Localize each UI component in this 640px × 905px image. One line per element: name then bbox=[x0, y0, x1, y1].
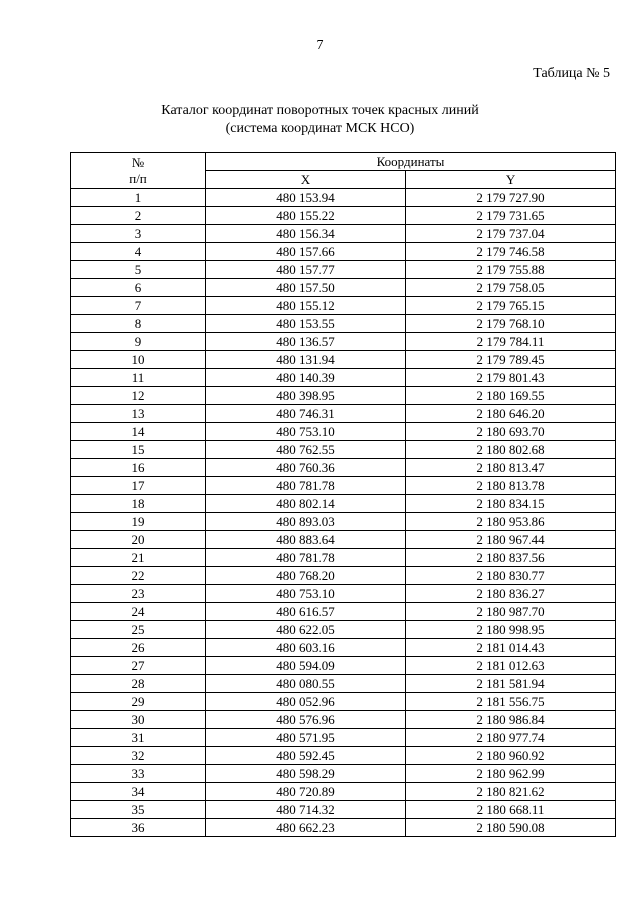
table-row bbox=[71, 459, 616, 477]
x-coordinate-cell: 480 598.29 bbox=[206, 765, 406, 783]
y-coordinate-cell: 2 179 768.10 bbox=[406, 315, 616, 333]
table-row bbox=[71, 693, 616, 711]
row-number-cell: 25 bbox=[71, 621, 206, 639]
x-coordinate-cell: 480 592.45 bbox=[206, 747, 406, 765]
x-coordinate-cell: 480 571.95 bbox=[206, 729, 406, 747]
row-number-cell: 29 bbox=[71, 693, 206, 711]
caption-line-2: (система координат МСК НСО) bbox=[225, 121, 415, 136]
x-coordinate-cell: 480 052.96 bbox=[206, 693, 406, 711]
table-row bbox=[71, 819, 616, 837]
header-row-1 bbox=[71, 153, 616, 171]
table-row bbox=[71, 513, 616, 531]
table-row bbox=[71, 657, 616, 675]
y-coordinate-cell: 2 179 755.88 bbox=[406, 261, 616, 279]
row-number-cell: 22 bbox=[71, 567, 206, 585]
table-row bbox=[71, 531, 616, 549]
table-row bbox=[71, 207, 616, 225]
y-coordinate-cell: 2 181 556.75 bbox=[406, 693, 616, 711]
y-coordinate-cell: 2 180 960.92 bbox=[406, 747, 616, 765]
table-row bbox=[71, 333, 616, 351]
y-coordinate-cell: 2 179 801.43 bbox=[406, 369, 616, 387]
x-coordinate-cell: 480 746.31 bbox=[206, 405, 406, 423]
table-row bbox=[71, 423, 616, 441]
table-row bbox=[71, 801, 616, 819]
y-coordinate-cell: 2 180 693.70 bbox=[406, 423, 616, 441]
row-number-cell: 20 bbox=[71, 531, 206, 549]
row-number-cell: 24 bbox=[71, 603, 206, 621]
row-number-cell: 36 bbox=[71, 819, 206, 837]
table-row bbox=[71, 297, 616, 315]
x-coordinate-cell: 480 576.96 bbox=[206, 711, 406, 729]
y-coordinate-cell: 2 180 987.70 bbox=[406, 603, 616, 621]
row-number-cell: 30 bbox=[71, 711, 206, 729]
table-row bbox=[71, 477, 616, 495]
x-coordinate-cell: 480 720.89 bbox=[206, 783, 406, 801]
y-coordinate-cell: 2 180 998.95 bbox=[406, 621, 616, 639]
row-number-cell: 16 bbox=[71, 459, 206, 477]
table-row bbox=[71, 495, 616, 513]
y-coordinate-cell: 2 179 746.58 bbox=[406, 243, 616, 261]
table-row bbox=[71, 783, 616, 801]
header-number bbox=[71, 153, 206, 189]
x-coordinate-cell: 480 622.05 bbox=[206, 621, 406, 639]
x-coordinate-cell: 480 762.55 bbox=[206, 441, 406, 459]
header-coordinates: Координаты bbox=[206, 153, 616, 171]
row-number-cell: 28 bbox=[71, 675, 206, 693]
x-coordinate-cell: 480 157.77 bbox=[206, 261, 406, 279]
row-number-cell: 6 bbox=[71, 279, 206, 297]
row-number-cell: 26 bbox=[71, 639, 206, 657]
table-row bbox=[71, 351, 616, 369]
x-coordinate-cell: 480 893.03 bbox=[206, 513, 406, 531]
y-coordinate-cell: 2 180 986.84 bbox=[406, 711, 616, 729]
x-coordinate-cell: 480 136.57 bbox=[206, 333, 406, 351]
x-coordinate-cell: 480 155.22 bbox=[206, 207, 406, 225]
table-row bbox=[71, 441, 616, 459]
y-coordinate-cell: 2 180 830.77 bbox=[406, 567, 616, 585]
row-number-cell: 35 bbox=[71, 801, 206, 819]
y-coordinate-cell: 2 179 784.11 bbox=[406, 333, 616, 351]
row-number-cell: 9 bbox=[71, 333, 206, 351]
y-coordinate-cell: 2 181 014.43 bbox=[406, 639, 616, 657]
x-coordinate-cell: 480 760.36 bbox=[206, 459, 406, 477]
y-coordinate-cell: 2 180 813.78 bbox=[406, 477, 616, 495]
row-number-cell: 18 bbox=[71, 495, 206, 513]
y-coordinate-cell: 2 179 765.15 bbox=[406, 297, 616, 315]
table-row bbox=[71, 747, 616, 765]
table-row bbox=[71, 675, 616, 693]
table-row bbox=[71, 189, 616, 207]
row-number-cell: 17 bbox=[71, 477, 206, 495]
row-number-cell: 34 bbox=[71, 783, 206, 801]
table-row bbox=[71, 315, 616, 333]
x-coordinate-cell: 480 153.94 bbox=[206, 189, 406, 207]
table-row bbox=[71, 225, 616, 243]
row-number-cell: 4 bbox=[71, 243, 206, 261]
row-number-cell: 3 bbox=[71, 225, 206, 243]
y-coordinate-cell: 2 181 012.63 bbox=[406, 657, 616, 675]
table-row bbox=[71, 549, 616, 567]
x-coordinate-cell: 480 781.78 bbox=[206, 477, 406, 495]
table-row bbox=[71, 639, 616, 657]
coordinates-table bbox=[70, 152, 616, 837]
page-number: 7 bbox=[316, 38, 324, 53]
row-number-cell: 12 bbox=[71, 387, 206, 405]
header-y: Y bbox=[406, 171, 616, 189]
table-row bbox=[71, 765, 616, 783]
header-number-line-1: № bbox=[131, 154, 145, 170]
y-coordinate-cell: 2 180 967.44 bbox=[406, 531, 616, 549]
row-number-cell: 19 bbox=[71, 513, 206, 531]
x-coordinate-cell: 480 080.55 bbox=[206, 675, 406, 693]
y-coordinate-cell: 2 180 590.08 bbox=[406, 819, 616, 837]
row-number-cell: 1 bbox=[71, 189, 206, 207]
row-number-cell: 2 bbox=[71, 207, 206, 225]
x-coordinate-cell: 480 802.14 bbox=[206, 495, 406, 513]
row-number-cell: 31 bbox=[71, 729, 206, 747]
y-coordinate-cell: 2 180 821.62 bbox=[406, 783, 616, 801]
y-coordinate-cell: 2 181 581.94 bbox=[406, 675, 616, 693]
row-number-cell: 15 bbox=[71, 441, 206, 459]
y-coordinate-cell: 2 179 789.45 bbox=[406, 351, 616, 369]
y-coordinate-cell: 2 179 737.04 bbox=[406, 225, 616, 243]
table-row bbox=[71, 621, 616, 639]
y-coordinate-cell: 2 179 758.05 bbox=[406, 279, 616, 297]
row-number-cell: 5 bbox=[71, 261, 206, 279]
row-number-cell: 7 bbox=[71, 297, 206, 315]
x-coordinate-cell: 480 714.32 bbox=[206, 801, 406, 819]
y-coordinate-cell: 2 180 813.47 bbox=[406, 459, 616, 477]
table-row bbox=[71, 711, 616, 729]
y-coordinate-cell: 2 179 731.65 bbox=[406, 207, 616, 225]
x-coordinate-cell: 480 781.78 bbox=[206, 549, 406, 567]
x-coordinate-cell: 480 616.57 bbox=[206, 603, 406, 621]
x-coordinate-cell: 480 156.34 bbox=[206, 225, 406, 243]
table-row bbox=[71, 243, 616, 261]
x-coordinate-cell: 480 157.50 bbox=[206, 279, 406, 297]
row-number-cell: 23 bbox=[71, 585, 206, 603]
y-coordinate-cell: 2 180 802.68 bbox=[406, 441, 616, 459]
x-coordinate-cell: 480 398.95 bbox=[206, 387, 406, 405]
x-coordinate-cell: 480 753.10 bbox=[206, 585, 406, 603]
x-coordinate-cell: 480 157.66 bbox=[206, 243, 406, 261]
table-caption bbox=[0, 102, 640, 138]
table-label: Таблица № 5 bbox=[533, 66, 610, 81]
y-coordinate-cell: 2 180 169.55 bbox=[406, 387, 616, 405]
table-row bbox=[71, 387, 616, 405]
x-coordinate-cell: 480 153.55 bbox=[206, 315, 406, 333]
table-row bbox=[71, 405, 616, 423]
row-number-cell: 14 bbox=[71, 423, 206, 441]
y-coordinate-cell: 2 180 836.27 bbox=[406, 585, 616, 603]
caption-line-1: Каталог координат поворотных точек красных линий bbox=[161, 103, 479, 118]
y-coordinate-cell: 2 180 837.56 bbox=[406, 549, 616, 567]
x-coordinate-cell: 480 594.09 bbox=[206, 657, 406, 675]
header-number-line-2: п/п bbox=[129, 170, 147, 186]
table-row bbox=[71, 603, 616, 621]
x-coordinate-cell: 480 140.39 bbox=[206, 369, 406, 387]
table-row bbox=[71, 279, 616, 297]
row-number-cell: 27 bbox=[71, 657, 206, 675]
x-coordinate-cell: 480 768.20 bbox=[206, 567, 406, 585]
y-coordinate-cell: 2 179 727.90 bbox=[406, 189, 616, 207]
row-number-cell: 33 bbox=[71, 765, 206, 783]
y-coordinate-cell: 2 180 962.99 bbox=[406, 765, 616, 783]
row-number-cell: 8 bbox=[71, 315, 206, 333]
y-coordinate-cell: 2 180 646.20 bbox=[406, 405, 616, 423]
table-row bbox=[71, 567, 616, 585]
x-coordinate-cell: 480 131.94 bbox=[206, 351, 406, 369]
table-row bbox=[71, 369, 616, 387]
row-number-cell: 32 bbox=[71, 747, 206, 765]
y-coordinate-cell: 2 180 953.86 bbox=[406, 513, 616, 531]
table-row bbox=[71, 585, 616, 603]
row-number-cell: 10 bbox=[71, 351, 206, 369]
y-coordinate-cell: 2 180 834.15 bbox=[406, 495, 616, 513]
x-coordinate-cell: 480 155.12 bbox=[206, 297, 406, 315]
row-number-cell: 21 bbox=[71, 549, 206, 567]
row-number-cell: 13 bbox=[71, 405, 206, 423]
table-row bbox=[71, 729, 616, 747]
x-coordinate-cell: 480 603.16 bbox=[206, 639, 406, 657]
y-coordinate-cell: 2 180 668.11 bbox=[406, 801, 616, 819]
header-x: X bbox=[206, 171, 406, 189]
x-coordinate-cell: 480 883.64 bbox=[206, 531, 406, 549]
x-coordinate-cell: 480 753.10 bbox=[206, 423, 406, 441]
x-coordinate-cell: 480 662.23 bbox=[206, 819, 406, 837]
y-coordinate-cell: 2 180 977.74 bbox=[406, 729, 616, 747]
row-number-cell: 11 bbox=[71, 369, 206, 387]
table-row bbox=[71, 261, 616, 279]
